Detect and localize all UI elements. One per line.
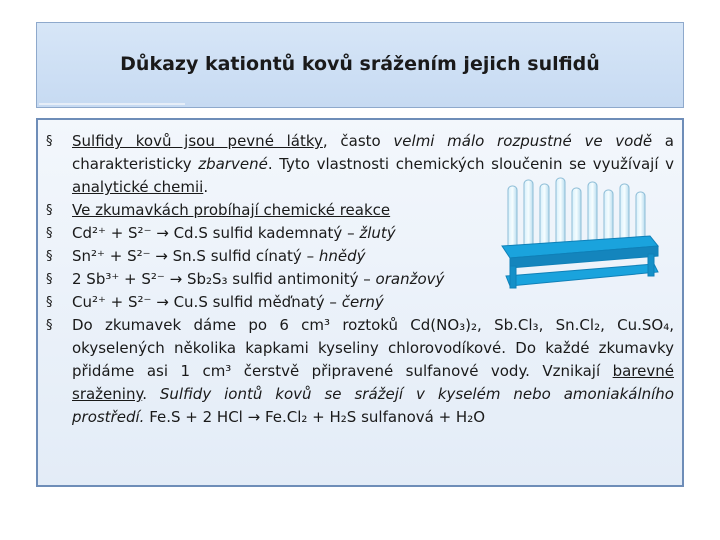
text-run: Do zkumavek dáme po 6 cm³ roztoků Cd(NO₃)₂, Sb.Cl₃, Sn.Cl₂, Cu.SO₄, okyselených několika kapkami kyseliny chlorovodíkové. Do každé zkumavky přidáme asi 1 cm³ čerstvě připravené sulfanové vody. Vznikají [72,316,674,380]
bullet-marker: § [46,272,53,287]
text-run: velmi málo rozpustné ve vodě [393,132,653,150]
text-run: Sulfidy kovů jsou pevné látky [72,132,323,150]
text-run: . Tyto vlastnosti chemických sloučenin se využívají v [267,155,674,173]
bullet-marker: § [46,134,53,149]
title-box [36,22,684,108]
title-underline [39,103,185,105]
text-run: , často [322,132,394,150]
bullet-marker: § [46,203,53,218]
text-run: žlutý [359,224,396,242]
text-run: a charakteristicky [72,132,674,173]
text-run: hnědý [318,247,366,265]
text-run: Sn²⁺ + S²⁻ → Sn.S sulfid cínatý – [72,247,319,265]
content-box [36,118,684,487]
list-item [44,314,674,429]
bullet-marker: § [46,226,53,241]
text-run: barevné sraženiny [72,362,674,403]
bullet-marker: § [46,318,53,333]
text-run: Cu²⁺ + S²⁻ → Cu.S sulfid měďnatý – [72,293,342,311]
text-run: Cd²⁺ + S²⁻ → Cd.S sulfid kademnatý – [72,224,360,242]
text-run: Fe.S + 2 HCl → Fe.Cl₂ + H₂S sulfanová + H₂O [144,408,486,426]
text-run: oranžový [375,270,445,288]
bullet-marker: § [46,249,53,264]
text-run: Sulfidy iontů kovů se srážejí v kyselém nebo amoniakálního prostředí. [72,385,674,426]
test-tube-rack-image [500,176,660,296]
text-run: analytické chemii [72,178,204,196]
text-run: černý [341,293,384,311]
text-run: 2 Sb³⁺ + S²⁻ → Sb₂S₃ sulfid antimonitý – [72,270,376,288]
text-run: Ve zkumavkách probíhají chemické reakce [72,201,391,219]
bullet-marker: § [46,295,53,310]
text-run: . [203,178,209,196]
text-run: . [142,385,160,403]
slide-title: Důkazy kationtů kovů srážením jejich sulfidů [120,53,600,75]
text-run: zbarvené [198,155,268,173]
